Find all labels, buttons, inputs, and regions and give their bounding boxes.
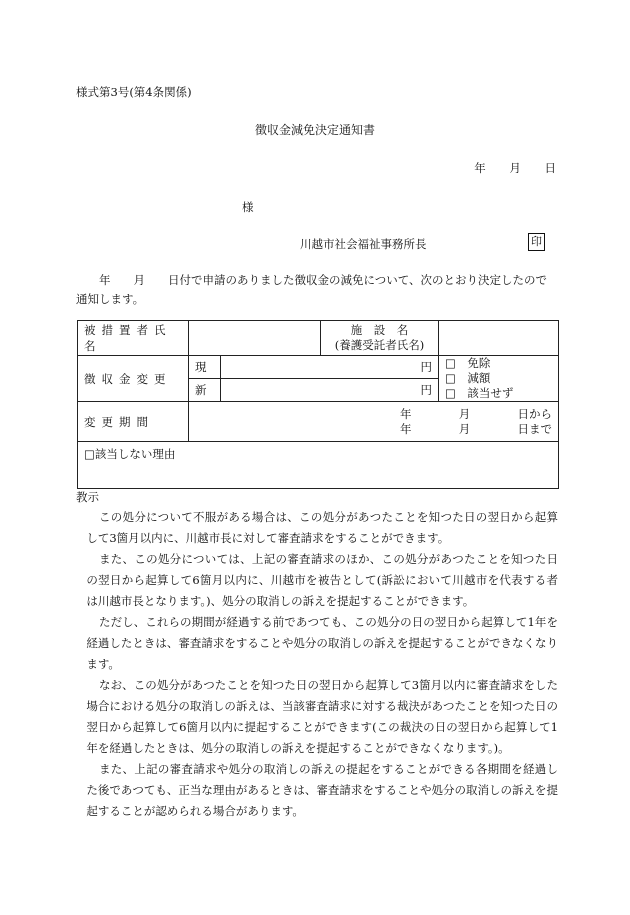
notice-paragraph: この処分について不服がある場合は、この処分があつたことを知つた日の翌日から起算して3箇月以内に、川越市長に対して審査請求をすることができます。 [86,510,558,545]
decision-options [439,356,559,402]
person-name-field [189,321,321,356]
date-year: 年 [474,161,486,175]
period-to: 年 月 日まで [400,421,552,436]
notice-paragraph: また、上記の審査請求や処分の取消しの訴えの提起をすることができる各期間を経過した後であつても、正当な理由があるときは、審査請求をすることや処分の取消しの訴えを提起することが認められる場合があります。 [86,762,558,818]
issue-date [454,160,556,176]
notice-heading: 教示 [76,490,99,504]
intro-text: 年 月 日付で申請のありました徴収金の減免について、次のとおり決定したので通知します。 [76,273,548,306]
option-not-applicable: □ 該当せず [445,386,514,400]
reason-field: □該当しない理由 [78,442,559,489]
option-exempt: □ 免除 [445,356,491,370]
new-label: 新 [189,379,221,402]
change-period-field [189,402,559,442]
facility-name-field [439,321,559,356]
notice-body [76,507,558,822]
fee-change-label: 徴収金変更 [78,356,189,402]
notice-paragraph: また、この処分については、上記の審査請求のほか、この処分があつたことを知つた日の翌日から起算して6箇月以内に、川越市を被告として(訴訟において川越市を代表する者は川越市長となります。)、処分の取消しの訴えを提起することができます。 [86,552,558,608]
recipient-suffix: 様 [242,200,254,214]
decision-table [77,320,559,489]
document-title: 徴収金減免決定通知書 [254,123,375,137]
form-number: 様式第3号(第4条関係) [76,85,192,99]
change-period-label: 変更期間 [78,402,189,442]
notice-paragraph: ただし、これらの期間が経過する前であつても、この処分の日の翌日から起算して1年を経過したときは、審査請求をすることや処分の取消しの訴えを提起することができなくなります。 [86,615,558,671]
seal-mark: 印 [528,233,545,251]
current-label: 現 [189,356,221,379]
person-name-label: 被措置者氏名 [78,321,189,356]
date-day: 日 [544,161,556,175]
period-from: 年 月 日から [400,406,552,421]
date-month: 月 [509,161,521,175]
current-amount-field: 円 [221,356,439,379]
option-reduce: □ 減額 [445,371,491,385]
issuer-name: 川越市社会福祉事務所長 [300,237,427,251]
facility-name-label: 施 設 名 (養護受託者氏名) [321,321,439,356]
notice-paragraph: なお、この処分があつたことを知つた日の翌日から起算して3箇月以内に審査請求をした場合における処分の取消しの訴えは、当該審査請求に対する裁決があつたことを知つた日の翌日から起算して6箇月以内に提起することができます(この裁決の日の翌日から起算して1年を経過したときは、処分の取消しの訴えを提起することができなくなります。)。 [86,678,558,755]
new-amount-field: 円 [221,379,439,402]
